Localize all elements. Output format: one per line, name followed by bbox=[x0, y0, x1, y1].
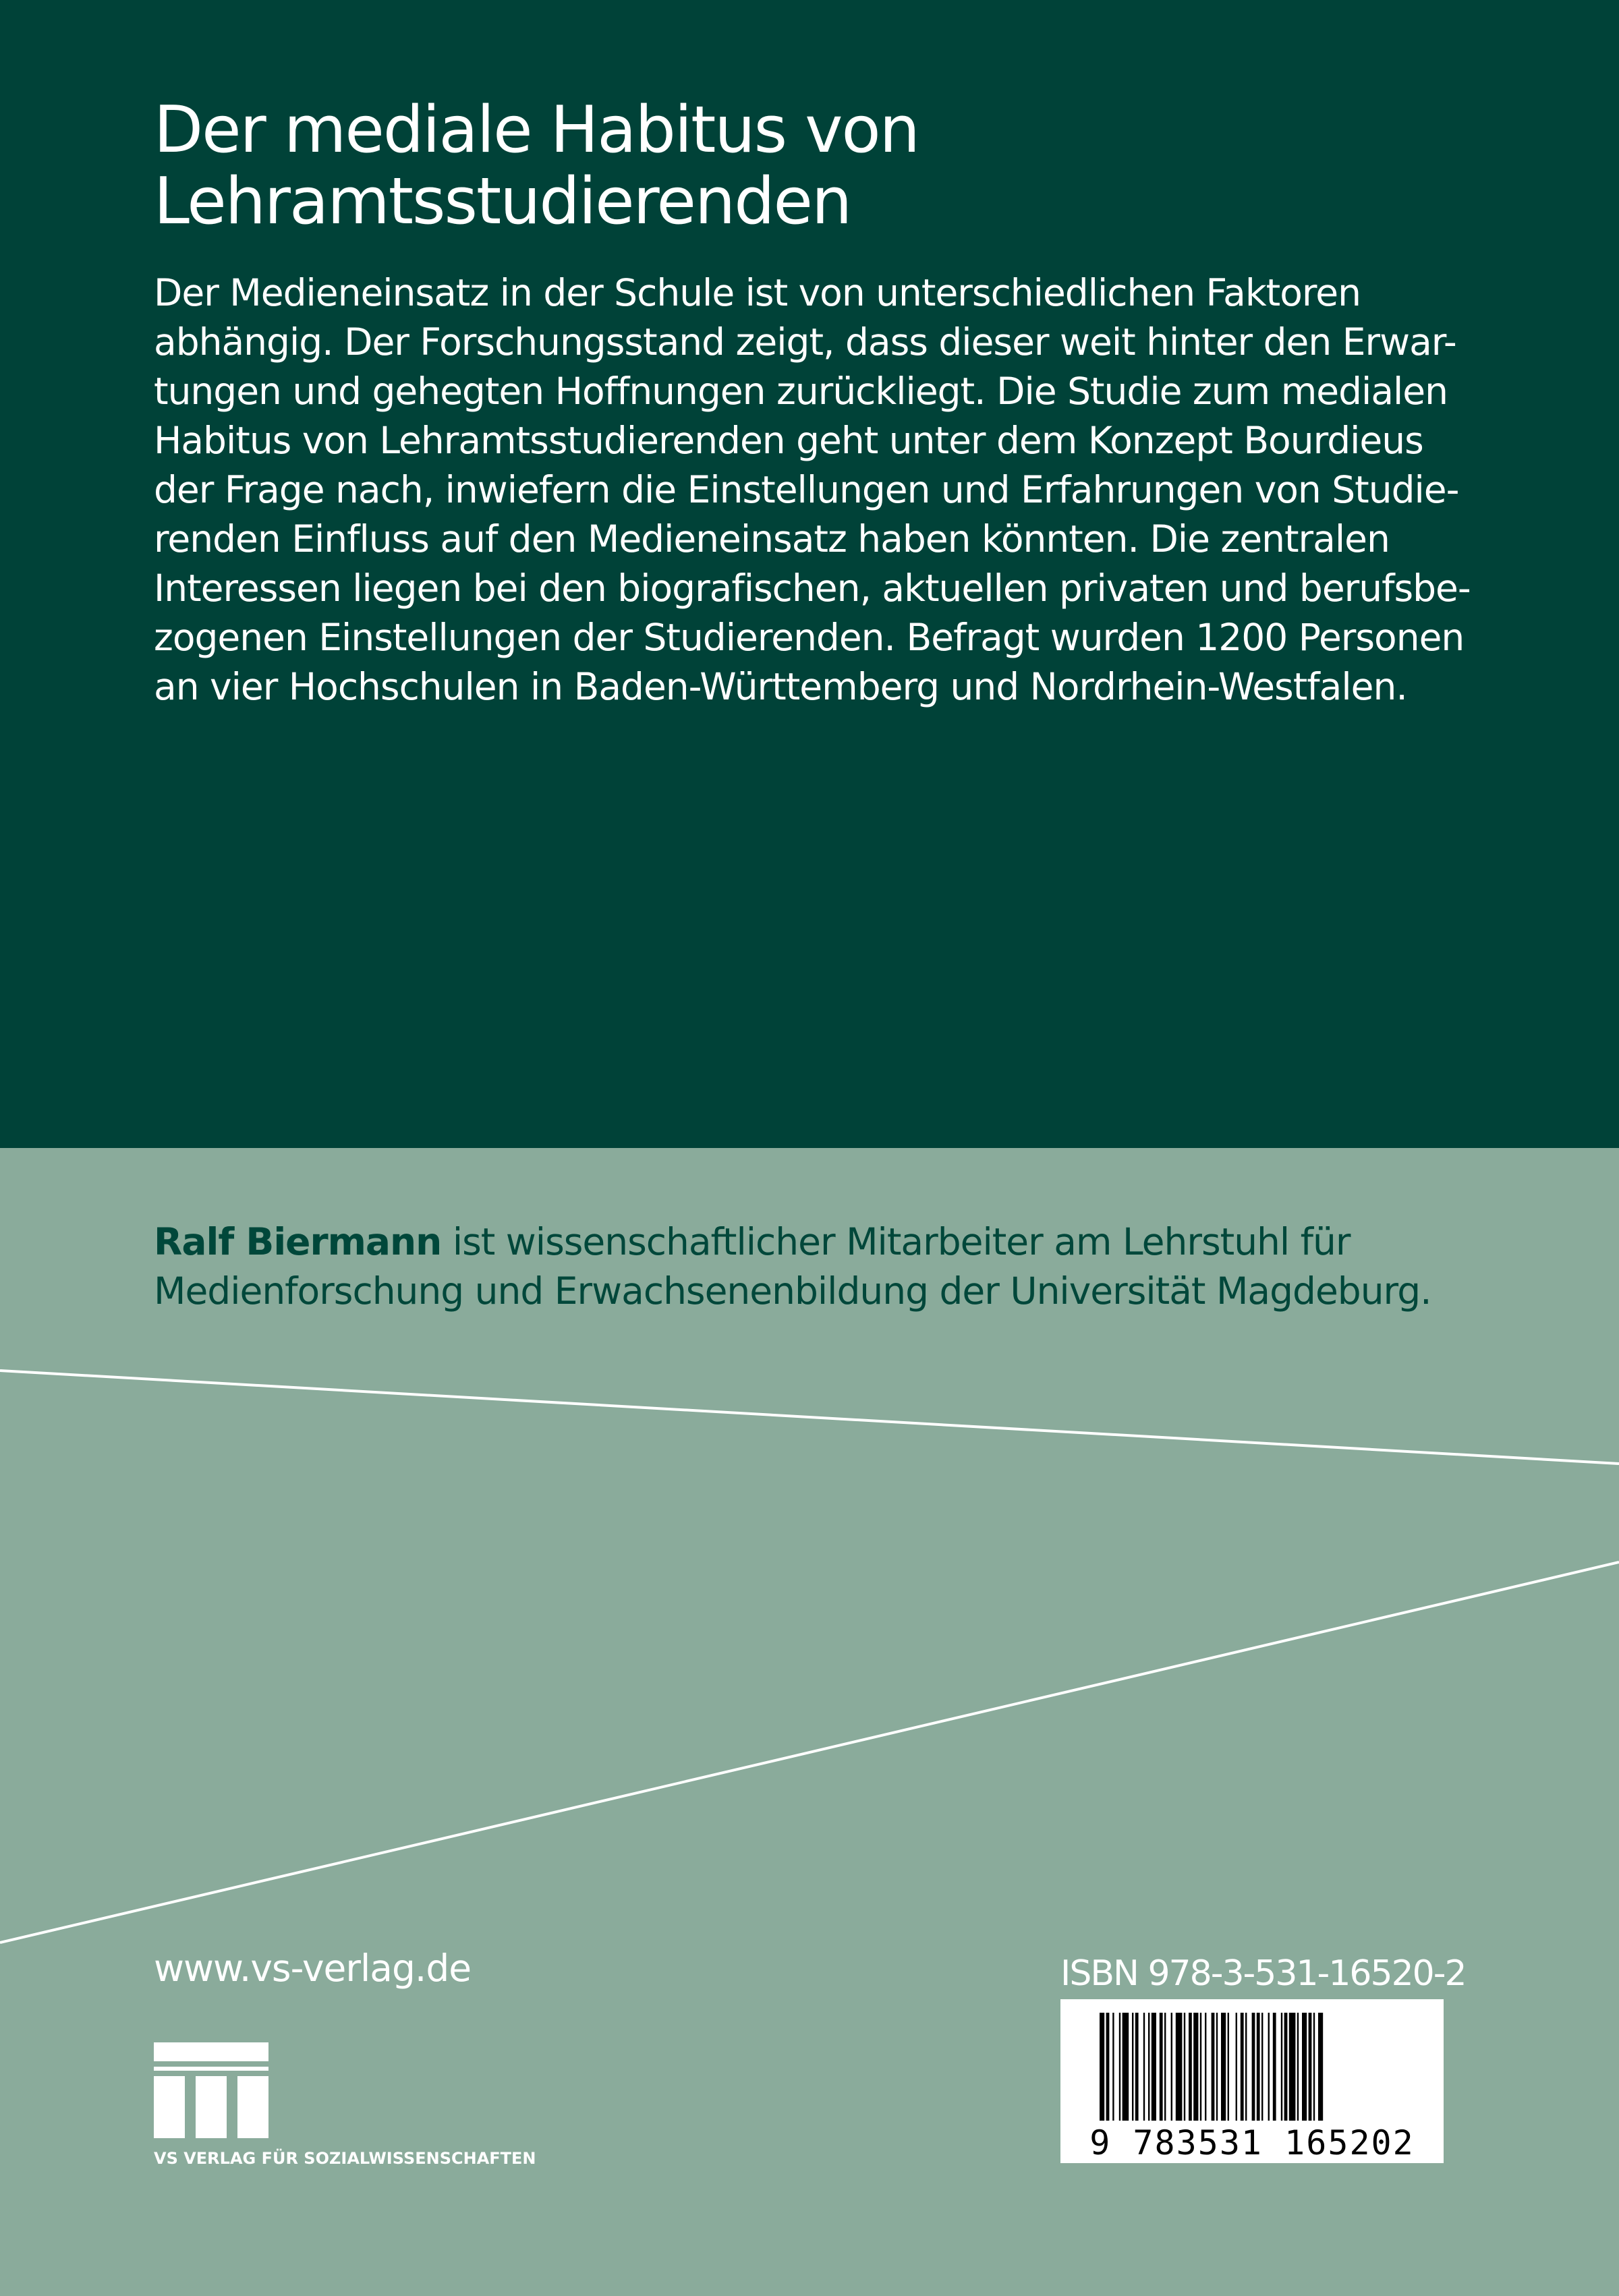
barcode-bar bbox=[1123, 2013, 1129, 2121]
book-title bbox=[154, 94, 1503, 237]
barcode-digits: 9 783531 165202 bbox=[1089, 2123, 1415, 2162]
vs-verlag-logo-icon bbox=[154, 2042, 268, 2138]
publisher-name: VS VERLAG FÜR SOZIALWISSENSCHAFTEN bbox=[154, 2149, 536, 2168]
barcode-bar bbox=[1152, 2013, 1156, 2121]
barcode-bar bbox=[1176, 2013, 1183, 2121]
barcode-bar bbox=[1261, 2013, 1263, 2121]
barcode-bar bbox=[1245, 2013, 1247, 2121]
blurb-line: tungen und gehegten Hoffnungen zurückliegt. Die Studie zum medialen bbox=[154, 370, 1448, 413]
barcode-bar bbox=[1148, 2013, 1149, 2121]
barcode-bar bbox=[1241, 2013, 1244, 2121]
title-line: Der mediale Habitus von bbox=[154, 93, 919, 167]
isbn-label: ISBN 978-3-531-16520-2 bbox=[1060, 1953, 1466, 1994]
barcode-bar bbox=[1106, 2013, 1110, 2121]
author-name: Ralf Biermann bbox=[154, 1220, 442, 1263]
barcode-bar bbox=[1236, 2013, 1237, 2121]
publisher-url[interactable]: www.vs-verlag.de bbox=[154, 1947, 472, 1990]
barcode-bar bbox=[1268, 2013, 1270, 2121]
barcode-bar bbox=[1313, 2013, 1315, 2121]
blurb-line: renden Einfluss auf den Medieneinsatz haben könnten. Die zentralen bbox=[154, 517, 1390, 561]
barcode-bar bbox=[1200, 2013, 1201, 2121]
barcode-bar bbox=[1273, 2013, 1276, 2121]
barcode-bar bbox=[1318, 2013, 1323, 2121]
barcode-bar bbox=[1135, 2013, 1139, 2121]
barcode-bar bbox=[1184, 2013, 1185, 2121]
blurb-line: Der Medieneinsatz in der Schule ist von unterschiedlichen Faktoren bbox=[154, 271, 1361, 314]
barcode bbox=[1060, 1999, 1444, 2163]
barcode-bar bbox=[1228, 2013, 1229, 2121]
barcode-bar bbox=[1221, 2013, 1226, 2121]
barcode-bar bbox=[1143, 2013, 1145, 2121]
barcode-bar bbox=[1281, 2013, 1282, 2121]
barcode-bar bbox=[1302, 2013, 1307, 2121]
barcode-bar bbox=[1212, 2013, 1215, 2121]
barcode-bar bbox=[1160, 2013, 1163, 2121]
diagonal-line-lower bbox=[0, 1562, 1619, 1943]
blurb-line: zogenen Einstellungen der Studierenden. Befragt wurden 1200 Personen bbox=[154, 616, 1465, 659]
author-bio bbox=[154, 1217, 1503, 1316]
blurb-line: an vier Hochschulen in Baden-Württemberg und Nordrhein-Westfalen. bbox=[154, 665, 1407, 708]
barcode-bar bbox=[1112, 2013, 1114, 2121]
author-bio-line-1 bbox=[154, 1217, 1503, 1267]
barcode-bar bbox=[1252, 2013, 1255, 2121]
barcode-bar bbox=[1257, 2013, 1260, 2121]
diagonal-line-upper bbox=[0, 1371, 1619, 1464]
barcode-bar bbox=[1297, 2013, 1299, 2121]
barcode-bar bbox=[1309, 2013, 1312, 2121]
barcode-bar bbox=[1216, 2013, 1218, 2121]
author-bio-line-2: Medienforschung und Erwachsenenbildung der Universität Magdeburg. bbox=[154, 1269, 1431, 1313]
barcode-bar bbox=[1119, 2013, 1120, 2121]
barcode-bar bbox=[1132, 2013, 1133, 2121]
barcode-bar bbox=[1193, 2013, 1198, 2121]
blurb-line: der Frage nach, inwiefern die Einstellungen und Erfahrungen von Studie- bbox=[154, 468, 1459, 511]
blurb-line: Habitus von Lehramtsstudierenden geht unter dem Konzept Bourdieus bbox=[154, 419, 1423, 462]
blurb-line: Interessen liegen bei den biografischen, aktuellen privaten und berufsbe- bbox=[154, 567, 1471, 610]
author-bio-text: ist wissenschaftlicher Mitarbeiter am Lehrstuhl für bbox=[441, 1220, 1351, 1263]
blurb-line: abhängig. Der Forschungsstand zeigt, dass dieser weit hinter den Erwar- bbox=[154, 320, 1456, 364]
title-line: Lehramtsstudierenden bbox=[154, 165, 851, 239]
barcode-bar bbox=[1289, 2013, 1296, 2121]
book-blurb bbox=[154, 268, 1476, 712]
barcode-bar bbox=[1171, 2013, 1172, 2121]
barcode-bar bbox=[1164, 2013, 1166, 2121]
barcode-bar bbox=[1100, 2013, 1104, 2121]
barcode-bar bbox=[1284, 2013, 1288, 2121]
barcode-bar bbox=[1189, 2013, 1192, 2121]
barcode-bar bbox=[1205, 2013, 1206, 2121]
